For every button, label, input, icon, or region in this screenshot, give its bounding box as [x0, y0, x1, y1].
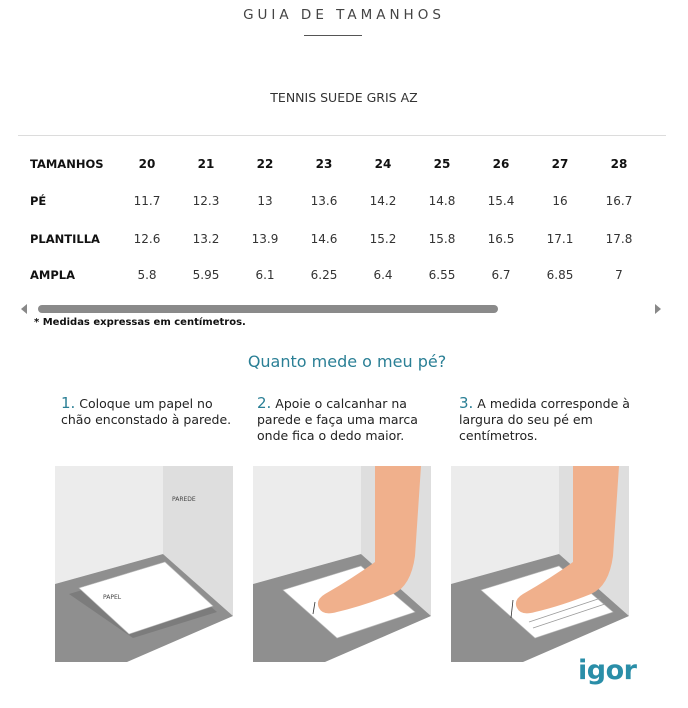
product-name: TENNIS SUEDE GRIS AZ	[270, 90, 418, 105]
pe-cell: 15.4	[487, 194, 515, 208]
size-cell: 23	[315, 157, 333, 171]
table-row-pe	[18, 191, 666, 211]
step-text: Apoie o calcanhar na parede e faça uma marca onde fica o dedo maior.	[257, 396, 418, 443]
pe-cell: 13	[257, 194, 273, 208]
size-cell: 25	[433, 157, 451, 171]
plantilla-cell: 17.8	[605, 232, 633, 246]
ampla-cell: 6.7	[491, 268, 511, 282]
step-2	[257, 395, 437, 444]
ampla-cell: 5.95	[192, 268, 220, 282]
plantilla-cell: 13.9	[251, 232, 279, 246]
step-number: 1.	[61, 394, 76, 412]
ampla-cell: 6.55	[428, 268, 456, 282]
plantilla-cell: 14.6	[310, 232, 338, 246]
wall-label: PAREDE	[172, 496, 196, 503]
plantilla-cell: 16.5	[487, 232, 515, 246]
pe-cell: 13.6	[310, 194, 338, 208]
plantilla-cell: 17.1	[546, 232, 574, 246]
paper-label: PAPEL	[103, 594, 122, 601]
step-number: 2.	[257, 394, 272, 412]
scrollbar-thumb[interactable]	[38, 305, 498, 313]
row-label-plantilla: PLANTILLA	[30, 232, 100, 246]
illustration-heel-on-wall	[253, 466, 431, 662]
table-row-ampla	[18, 265, 666, 285]
size-cell: 20	[138, 157, 156, 171]
scroll-left-arrow-icon[interactable]	[21, 304, 27, 314]
guide-question: Quanto mede o meu pé?	[247, 352, 447, 371]
row-label-pe: PÉ	[30, 194, 47, 208]
ampla-cell: 6.4	[373, 268, 393, 282]
step-text: Coloque um papel no chão enconstado à parede.	[61, 396, 232, 427]
size-cell: 26	[492, 157, 510, 171]
size-cell: 27	[551, 157, 569, 171]
ampla-cell: 6.25	[310, 268, 338, 282]
ampla-cell: 7	[615, 268, 623, 282]
ampla-cell: 6.1	[255, 268, 275, 282]
horizontal-scrollbar[interactable]	[38, 305, 648, 313]
brand-logo: igor	[578, 655, 637, 686]
size-table	[18, 144, 666, 294]
pe-cell: 14.8	[428, 194, 456, 208]
illustration-measure-width	[451, 466, 629, 662]
pe-cell: 11.7	[133, 194, 161, 208]
pe-cell: 16.7	[605, 194, 633, 208]
step-number: 3.	[459, 394, 474, 412]
ampla-cell: 5.8	[137, 268, 157, 282]
pe-cell: 12.3	[192, 194, 220, 208]
illustration-paper-on-floor	[55, 466, 233, 662]
step-3	[459, 395, 639, 444]
ampla-cell: 6.85	[546, 268, 574, 282]
plantilla-cell: 12.6	[133, 232, 161, 246]
size-cell: 24	[374, 157, 392, 171]
measurement-note: * Medidas expressas em centímetros.	[34, 317, 246, 328]
step-1	[61, 395, 241, 428]
scroll-right-arrow-icon[interactable]	[655, 304, 661, 314]
size-cell: 21	[197, 157, 215, 171]
page-title: GUIA DE TAMANHOS	[243, 7, 445, 23]
pe-cell: 14.2	[369, 194, 397, 208]
size-cell: 22	[256, 157, 274, 171]
table-row-plantilla	[18, 229, 666, 249]
table-row-sizes	[18, 154, 666, 174]
plantilla-cell: 13.2	[192, 232, 220, 246]
row-label-tamanhos: TAMANHOS	[30, 157, 104, 171]
plantilla-cell: 15.2	[369, 232, 397, 246]
size-cell: 28	[610, 157, 628, 171]
step-text: A medida corresponde à largura do seu pé em centímetros.	[459, 396, 630, 443]
row-label-ampla: AMPLA	[30, 268, 76, 282]
plantilla-cell: 15.8	[428, 232, 456, 246]
title-underline	[304, 35, 362, 36]
divider	[18, 135, 666, 136]
pe-cell: 16	[552, 194, 568, 208]
